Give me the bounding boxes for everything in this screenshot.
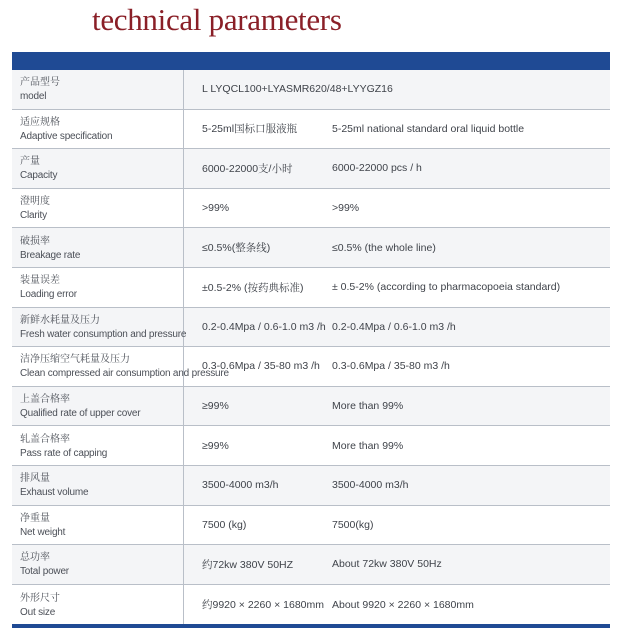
value-cell [184,506,610,545]
label-en: Out size [20,606,56,618]
label-cell [12,506,184,545]
value-zh: 0.3-0.6Mpa / 35-80 m3 /h [202,360,320,373]
label-zh: 适应规格 [20,116,60,128]
value-zh: 3500-4000 m3/h [202,479,279,492]
label-en: Loading error [20,289,77,301]
value-en: 0.3-0.6Mpa / 35-80 m3 /h [332,360,450,373]
value-zh: >99% [202,202,230,215]
label-cell [12,308,187,347]
table-row [12,308,610,348]
value-cell [184,347,610,386]
value-en: 7500(kg) [332,518,374,531]
table-row [12,228,610,268]
label-cell [12,347,229,386]
table-row [12,466,610,506]
value-en: 0.2-0.4Mpa / 0.6-1.0 m3 /h [332,320,456,333]
label-cell [12,149,184,188]
value-cell [184,149,610,188]
value-model: L LYQCL100+LYASMR620/48+LYYGZ16 [202,83,393,96]
value-zh: 7500 (kg) [202,518,247,531]
value-zh: 约9920 × 2260 × 1680mm [202,599,325,612]
label-zh: 新鲜水耗量及压力 [20,314,100,326]
value-en: About 9920 × 2260 × 1680mm [332,598,474,611]
label-zh: 总功率 [20,552,50,564]
value-zh: ≤0.5%(整条线) [202,242,271,255]
value-en: 6000-22000 pcs / h [332,162,422,175]
label-zh: 产品型号 [20,77,60,89]
label-zh: 排风量 [20,473,50,485]
label-zh: 澄明度 [20,196,50,208]
label-cell [12,426,184,465]
value-zh: 5-25ml国标口服液瓶 [202,123,298,136]
table-row [12,110,610,150]
label-cell [12,189,184,228]
label-cell [12,585,184,625]
table-row [12,585,610,625]
value-en: More than 99% [332,439,404,452]
value-cell [184,110,610,149]
table-row [12,426,610,466]
value-zh: 约72kw 380V 50HZ [202,558,294,571]
label-en: Pass rate of capping [20,447,108,459]
label-cell [12,228,184,267]
value-en: ± 0.5-2% (according to pharmacopoeia standard) [332,281,561,294]
value-zh: ≥99% [202,439,229,452]
table-row [12,387,610,427]
table-row [12,149,610,189]
value-en: 5-25ml national standard oral liquid bottle [332,122,525,135]
value-cell [184,426,610,465]
label-cell [12,545,184,584]
value-cell [184,70,610,109]
label-cell [12,387,184,426]
value-cell [184,189,610,228]
value-en: >99% [332,202,360,215]
value-zh: ±0.5-2% (按药典标准) [202,281,304,294]
spec-table [12,70,610,628]
label-en: Clarity [20,210,47,222]
label-en: model [20,91,47,103]
table-row [12,189,610,229]
value-en: More than 99% [332,400,404,413]
value-cell [184,308,610,347]
value-cell [184,387,610,426]
value-cell [184,466,610,505]
table-row [12,347,610,387]
value-cell [184,228,610,267]
label-zh: 产量 [20,156,40,168]
label-en: Exhaust volume [20,487,89,499]
label-cell [12,466,184,505]
label-en: Adaptive specification [20,130,113,142]
page-title: technical parameters [92,2,342,37]
label-zh: 上盖合格率 [20,394,70,406]
label-cell [12,110,184,149]
label-zh: 轧盖合格率 [20,433,70,445]
label-en: Net weight [20,526,66,538]
label-en: Clean compressed air consumption and pressure [20,368,229,380]
value-zh: 6000-22000支/小时 [202,162,293,175]
label-zh: 破损率 [20,235,50,247]
label-zh: 净重量 [20,512,50,524]
value-cell [184,545,610,584]
label-cell [12,268,184,307]
label-cell [12,70,184,109]
label-en: Capacity [20,170,58,182]
table-row [12,545,610,585]
label-zh: 装量误差 [20,275,60,287]
table-row [12,506,610,546]
table-header-bar [12,52,610,70]
value-en: ≤0.5% (the whole line) [332,241,436,254]
label-en: Breakage rate [20,249,81,261]
value-zh: 0.2-0.4Mpa / 0.6-1.0 m3 /h [202,320,326,333]
label-en: Fresh water consumption and pressure [20,328,187,340]
value-zh: ≥99% [202,400,229,413]
value-cell [184,585,610,625]
table-row [12,70,610,110]
label-zh: 外形尺寸 [20,592,60,604]
label-en: Total power [20,566,69,578]
value-cell [184,268,610,307]
label-en: Qualified rate of upper cover [20,408,141,420]
value-en: 3500-4000 m3/h [332,479,409,492]
label-zh: 洁净压缩空气耗量及压力 [20,354,130,366]
table-row [12,268,610,308]
value-en: About 72kw 380V 50Hz [332,558,442,571]
